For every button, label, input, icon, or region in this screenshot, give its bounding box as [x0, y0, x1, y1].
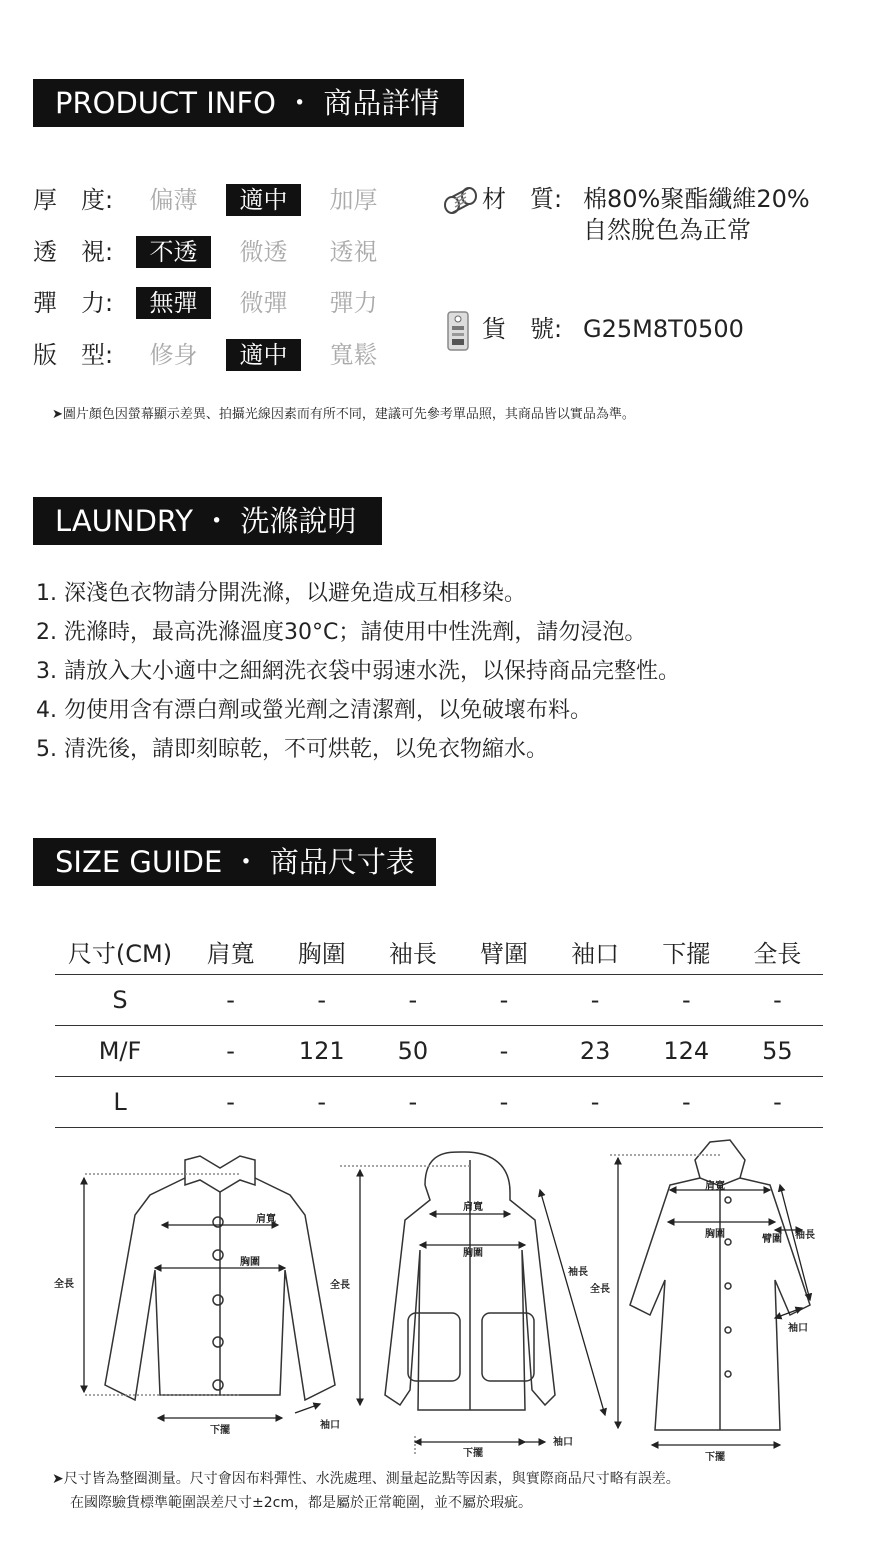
- material-line1: 棉80%聚酯纖維20%: [583, 185, 810, 213]
- size-note-line2: 在國際驗貨標準範圍誤差尺寸±2cm，都是屬於正常範圍，並不屬於瑕疵。: [70, 1495, 532, 1511]
- size-cell: -: [185, 975, 276, 1026]
- material-label: 材 質:: [482, 185, 563, 213]
- size-cell: 55: [732, 1026, 823, 1077]
- size-col-header: 肩寬: [185, 928, 276, 975]
- size-cell: -: [276, 975, 367, 1026]
- size-col-header: 臂圍: [458, 928, 549, 975]
- laundry-item: 3. 請放入大小適中之細網洗衣袋中弱速水洗，以保持商品完整性。: [36, 659, 680, 684]
- size-cell: -: [641, 1077, 732, 1128]
- table-row: [55, 1026, 823, 1077]
- sku-label: 貨 號:: [482, 315, 563, 343]
- diagram-label-sleeve: 袖長: [568, 1267, 588, 1278]
- size-cell: S: [55, 975, 185, 1026]
- attr-option: 彈力: [329, 289, 378, 317]
- attr-option: 微彈: [239, 289, 288, 317]
- color-disclaimer-note: ➤圖片顏色因螢幕顯示差異、拍攝光線因素而有所不同，建議可先參考單品照，其商品皆以實品為準。: [52, 407, 635, 422]
- size-cell: 50: [367, 1026, 458, 1077]
- sku-value: G25M8T0500: [583, 315, 744, 343]
- size-col-header: 尺寸(CM): [55, 928, 185, 975]
- attr-label: 厚 度:: [33, 186, 114, 214]
- attr-option: 修身: [149, 341, 198, 369]
- diagram-label-sleeve: 袖長: [795, 1230, 815, 1241]
- attr-option: 適中: [226, 184, 301, 216]
- size-cell: -: [732, 975, 823, 1026]
- thread-spool-icon: [442, 186, 480, 216]
- diagram-label-chest: 胸圍: [240, 1257, 260, 1268]
- size-cell: -: [732, 1077, 823, 1128]
- size-table-header-row: [55, 928, 823, 975]
- diagram-label-shoulder: 肩寬: [463, 1202, 483, 1213]
- diagram-label-hem: 下擺: [210, 1425, 230, 1436]
- tag-icon: [446, 310, 472, 352]
- laundry-item: 2. 洗滌時，最高洗滌溫度30°C；請使用中性洗劑，請勿浸泡。: [36, 620, 647, 645]
- size-cell: -: [550, 975, 641, 1026]
- diagram-label-hem: 下擺: [705, 1452, 725, 1463]
- diagram-label-length: 全長: [54, 1279, 74, 1290]
- size-cell: 23: [550, 1026, 641, 1077]
- attr-option: 加厚: [329, 186, 378, 214]
- size-col-header: 全長: [732, 928, 823, 975]
- size-cell: M/F: [55, 1026, 185, 1077]
- attr-option: 透視: [329, 238, 378, 266]
- size-cell: -: [550, 1077, 641, 1128]
- size-note-line1: ➤尺寸皆為整圈測量。尺寸會因布料彈性、水洗處理、測量起訖點等因素，與實際商品尺寸略有誤差。: [52, 1471, 680, 1487]
- size-cell: -: [185, 1026, 276, 1077]
- laundry-header: LAUNDRY ・ 洗滌說明: [33, 497, 382, 545]
- diagram-label-chest: 胸圍: [705, 1229, 725, 1240]
- diagram-label-shoulder: 肩寬: [256, 1214, 276, 1225]
- attr-label: 透 視:: [33, 238, 114, 266]
- size-cell: -: [458, 1077, 549, 1128]
- size-cell: 121: [276, 1026, 367, 1077]
- size-cell: -: [641, 975, 732, 1026]
- attr-option: 無彈: [136, 287, 211, 319]
- diagram-label-arm: 臂圍: [762, 1234, 782, 1245]
- diagram-label-chest: 胸圍: [463, 1248, 483, 1259]
- size-col-header: 袖長: [367, 928, 458, 975]
- laundry-item: 5. 清洗後，請即刻晾乾，不可烘乾，以免衣物縮水。: [36, 737, 548, 762]
- diagram-label-shoulder: 肩寬: [705, 1181, 725, 1192]
- size-cell: 124: [641, 1026, 732, 1077]
- size-cell: -: [185, 1077, 276, 1128]
- size-guide-header: SIZE GUIDE ・ 商品尺寸表: [33, 838, 436, 886]
- size-cell: L: [55, 1077, 185, 1128]
- diagram-label-cuff: 袖口: [788, 1323, 808, 1334]
- product-info-header: PRODUCT INFO ・ 商品詳情: [33, 79, 464, 127]
- size-cell: -: [367, 975, 458, 1026]
- size-cell: -: [458, 1026, 549, 1077]
- measurement-diagrams: [40, 1130, 840, 1465]
- diagram-label-length: 全長: [590, 1284, 610, 1295]
- diagram-label-hem: 下擺: [463, 1448, 483, 1459]
- diagram-label-cuff: 袖口: [553, 1437, 573, 1448]
- size-table: [55, 928, 823, 1128]
- size-col-header: 下擺: [641, 928, 732, 975]
- hoodie-diagram: [340, 1152, 555, 1455]
- table-row: [55, 975, 823, 1026]
- size-col-header: 胸圍: [276, 928, 367, 975]
- diagram-label-cuff: 袖口: [320, 1420, 340, 1431]
- attr-label: 彈 力:: [33, 289, 114, 317]
- size-col-header: 袖口: [550, 928, 641, 975]
- attr-label: 版 型:: [33, 341, 114, 369]
- size-cell: -: [458, 975, 549, 1026]
- attr-option: 不透: [136, 236, 211, 268]
- size-cell: -: [367, 1077, 458, 1128]
- jacket-diagram: [85, 1156, 335, 1400]
- attr-option: 寬鬆: [329, 341, 378, 369]
- laundry-item: 1. 深淺色衣物請分開洗滌，以避免造成互相移染。: [36, 581, 526, 606]
- attr-option: 偏薄: [149, 186, 198, 214]
- size-cell: -: [276, 1077, 367, 1128]
- diagram-label-length: 全長: [330, 1280, 350, 1291]
- table-row: [55, 1077, 823, 1128]
- laundry-item: 4. 勿使用含有漂白劑或螢光劑之清潔劑，以免破壞布料。: [36, 698, 592, 723]
- attr-option: 微透: [239, 238, 288, 266]
- attr-option: 適中: [226, 339, 301, 371]
- material-line2: 自然脫色為正常: [583, 216, 751, 244]
